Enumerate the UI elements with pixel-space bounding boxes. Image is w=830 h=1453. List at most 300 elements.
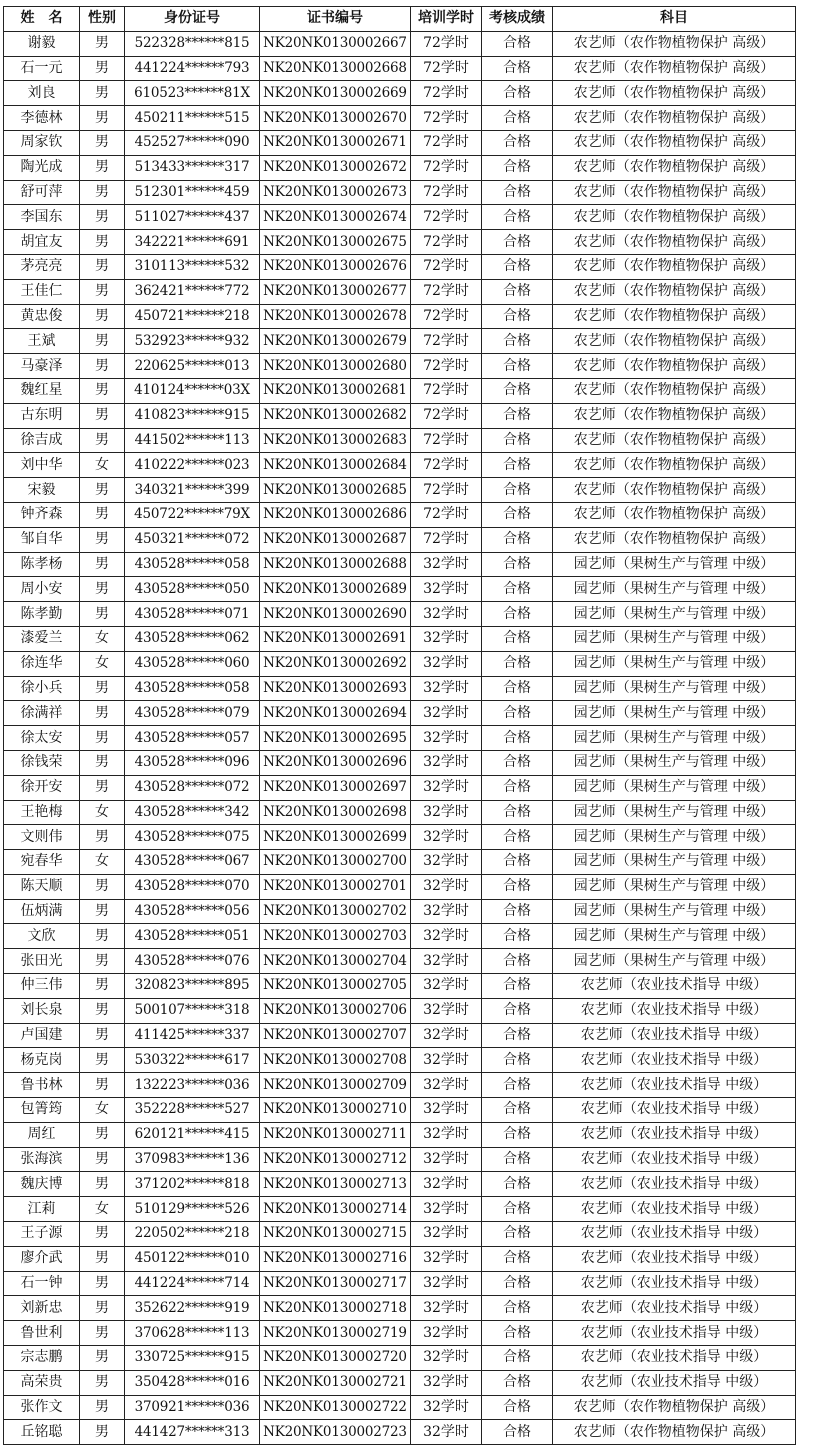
id-number-cell: 530322******617 — [125, 1048, 260, 1073]
table-row — [4, 254, 796, 279]
gender-cell: 男 — [80, 676, 125, 701]
subject-cell: 农艺师（农业技术指导 中级） — [553, 1246, 796, 1271]
table-row — [4, 850, 796, 875]
training-hours-cell: 32学时 — [411, 577, 482, 602]
certificate-number-cell: NK20NK0130002668 — [260, 56, 411, 81]
result-cell: 合格 — [482, 205, 553, 230]
gender-cell: 男 — [80, 1246, 125, 1271]
gender-cell: 女 — [80, 453, 125, 478]
name-cell: 陈孝勤 — [4, 602, 80, 627]
name-cell: 刘新忠 — [4, 1296, 80, 1321]
result-cell: 合格 — [482, 254, 553, 279]
id-number-cell: 512301******459 — [125, 180, 260, 205]
id-number-cell: 513433******317 — [125, 155, 260, 180]
certificate-number-cell: NK20NK0130002676 — [260, 254, 411, 279]
result-cell: 合格 — [482, 577, 553, 602]
name-cell: 钟齐森 — [4, 502, 80, 527]
gender-cell: 男 — [80, 1420, 125, 1445]
training-hours-cell: 32学时 — [411, 874, 482, 899]
name-cell: 张田光 — [4, 949, 80, 974]
subject-cell: 农艺师（农作物植物保护 高级） — [553, 31, 796, 56]
training-hours-cell: 32学时 — [411, 998, 482, 1023]
certificate-number-cell: NK20NK0130002672 — [260, 155, 411, 180]
subject-cell: 园艺师（果树生产与管理 中级） — [553, 626, 796, 651]
result-cell: 合格 — [482, 403, 553, 428]
training-hours-cell: 32学时 — [411, 1321, 482, 1346]
name-cell: 伍炳满 — [4, 899, 80, 924]
subject-cell: 农艺师（农业技术指导 中级） — [553, 1370, 796, 1395]
table-row — [4, 130, 796, 155]
training-hours-cell: 32学时 — [411, 949, 482, 974]
id-number-cell: 430528******057 — [125, 726, 260, 751]
subject-cell: 农艺师（农业技术指导 中级） — [553, 1197, 796, 1222]
result-cell: 合格 — [482, 974, 553, 999]
gender-cell: 女 — [80, 1098, 125, 1123]
table-row — [4, 924, 796, 949]
gender-cell: 男 — [80, 577, 125, 602]
training-hours-cell: 72学时 — [411, 527, 482, 552]
result-cell: 合格 — [482, 552, 553, 577]
result-cell: 合格 — [482, 1197, 553, 1222]
subject-cell: 农艺师（农业技术指导 中级） — [553, 1122, 796, 1147]
training-hours-cell: 72学时 — [411, 254, 482, 279]
table-row — [4, 577, 796, 602]
certificate-number-cell: NK20NK0130002719 — [260, 1321, 411, 1346]
name-cell: 高荣贵 — [4, 1370, 80, 1395]
training-hours-cell: 32学时 — [411, 1147, 482, 1172]
subject-cell: 农艺师（农作物植物保护 高级） — [553, 428, 796, 453]
name-cell: 王佳仁 — [4, 279, 80, 304]
table-row — [4, 81, 796, 106]
result-cell: 合格 — [482, 1048, 553, 1073]
gender-cell: 男 — [80, 304, 125, 329]
gender-cell: 男 — [80, 552, 125, 577]
gender-cell: 男 — [80, 1370, 125, 1395]
header-name: 姓 名 — [4, 7, 80, 32]
table-row — [4, 974, 796, 999]
certificate-number-cell: NK20NK0130002684 — [260, 453, 411, 478]
table-row — [4, 1246, 796, 1271]
table-row — [4, 1197, 796, 1222]
name-cell: 胡宜友 — [4, 230, 80, 255]
id-number-cell: 500107******318 — [125, 998, 260, 1023]
table-row — [4, 106, 796, 131]
id-number-cell: 441427******313 — [125, 1420, 260, 1445]
result-cell: 合格 — [482, 775, 553, 800]
id-number-cell: 362421******772 — [125, 279, 260, 304]
result-cell: 合格 — [482, 899, 553, 924]
result-cell: 合格 — [482, 1321, 553, 1346]
subject-cell: 农艺师（农作物植物保护 高级） — [553, 329, 796, 354]
gender-cell: 男 — [80, 403, 125, 428]
training-hours-cell: 32学时 — [411, 850, 482, 875]
certificate-table-container — [3, 6, 796, 1445]
gender-cell: 男 — [80, 56, 125, 81]
id-number-cell: 352228******527 — [125, 1098, 260, 1123]
training-hours-cell: 72学时 — [411, 180, 482, 205]
table-row — [4, 1271, 796, 1296]
table-row — [4, 329, 796, 354]
gender-cell: 男 — [80, 1172, 125, 1197]
id-number-cell: 510129******526 — [125, 1197, 260, 1222]
result-cell: 合格 — [482, 800, 553, 825]
certificate-number-cell: NK20NK0130002679 — [260, 329, 411, 354]
table-row — [4, 1296, 796, 1321]
training-hours-cell: 72学时 — [411, 56, 482, 81]
training-hours-cell: 32学时 — [411, 775, 482, 800]
name-cell: 文欣 — [4, 924, 80, 949]
certificate-number-cell: NK20NK0130002709 — [260, 1073, 411, 1098]
id-number-cell: 410124******03X — [125, 378, 260, 403]
name-cell: 文则伟 — [4, 825, 80, 850]
certificate-number-cell: NK20NK0130002671 — [260, 130, 411, 155]
subject-cell: 农艺师（农业技术指导 中级） — [553, 1073, 796, 1098]
subject-cell: 农艺师（农业技术指导 中级） — [553, 1098, 796, 1123]
table-row — [4, 1023, 796, 1048]
result-cell: 合格 — [482, 31, 553, 56]
id-number-cell: 220502******218 — [125, 1222, 260, 1247]
name-cell: 包箐筠 — [4, 1098, 80, 1123]
training-hours-cell: 72学时 — [411, 205, 482, 230]
training-hours-cell: 32学时 — [411, 1395, 482, 1420]
subject-cell: 农艺师（农业技术指导 中级） — [553, 1147, 796, 1172]
result-cell: 合格 — [482, 1370, 553, 1395]
gender-cell: 男 — [80, 502, 125, 527]
id-number-cell: 410222******023 — [125, 453, 260, 478]
gender-cell: 女 — [80, 626, 125, 651]
table-row — [4, 1048, 796, 1073]
subject-cell: 农艺师（农作物植物保护 高级） — [553, 180, 796, 205]
result-cell: 合格 — [482, 750, 553, 775]
table-row — [4, 552, 796, 577]
id-number-cell: 370983******136 — [125, 1147, 260, 1172]
certificate-number-cell: NK20NK0130002682 — [260, 403, 411, 428]
certificate-number-cell: NK20NK0130002722 — [260, 1395, 411, 1420]
result-cell: 合格 — [482, 1296, 553, 1321]
gender-cell: 男 — [80, 205, 125, 230]
table-row — [4, 626, 796, 651]
id-number-cell: 450211******515 — [125, 106, 260, 131]
name-cell: 仲三伟 — [4, 974, 80, 999]
name-cell: 徐连华 — [4, 651, 80, 676]
gender-cell: 男 — [80, 1048, 125, 1073]
table-row — [4, 750, 796, 775]
training-hours-cell: 32学时 — [411, 552, 482, 577]
name-cell: 陈孝杨 — [4, 552, 80, 577]
gender-cell: 男 — [80, 974, 125, 999]
certificate-number-cell: NK20NK0130002694 — [260, 701, 411, 726]
certificate-number-cell: NK20NK0130002690 — [260, 602, 411, 627]
table-row — [4, 676, 796, 701]
result-cell: 合格 — [482, 1271, 553, 1296]
training-hours-cell: 32学时 — [411, 1073, 482, 1098]
name-cell: 魏庆博 — [4, 1172, 80, 1197]
certificate-number-cell: NK20NK0130002708 — [260, 1048, 411, 1073]
subject-cell: 农艺师（农作物植物保护 高级） — [553, 81, 796, 106]
gender-cell: 男 — [80, 602, 125, 627]
name-cell: 舒可萍 — [4, 180, 80, 205]
gender-cell: 男 — [80, 1395, 125, 1420]
name-cell: 古东明 — [4, 403, 80, 428]
subject-cell: 农艺师（农作物植物保护 高级） — [553, 155, 796, 180]
training-hours-cell: 32学时 — [411, 899, 482, 924]
certificate-number-cell: NK20NK0130002718 — [260, 1296, 411, 1321]
id-number-cell: 320823******895 — [125, 974, 260, 999]
name-cell: 徐吉成 — [4, 428, 80, 453]
result-cell: 合格 — [482, 130, 553, 155]
header-id-number: 身份证号 — [125, 7, 260, 32]
result-cell: 合格 — [482, 1420, 553, 1445]
certificate-number-cell: NK20NK0130002707 — [260, 1023, 411, 1048]
gender-cell: 男 — [80, 130, 125, 155]
table-row — [4, 775, 796, 800]
subject-cell: 园艺师（果树生产与管理 中级） — [553, 850, 796, 875]
subject-cell: 园艺师（果树生产与管理 中级） — [553, 577, 796, 602]
result-cell: 合格 — [482, 1246, 553, 1271]
subject-cell: 农艺师（农作物植物保护 高级） — [553, 230, 796, 255]
training-hours-cell: 32学时 — [411, 825, 482, 850]
subject-cell: 园艺师（果树生产与管理 中级） — [553, 800, 796, 825]
id-number-cell: 511027******437 — [125, 205, 260, 230]
subject-cell: 农艺师（农业技术指导 中级） — [553, 1023, 796, 1048]
certificate-number-cell: NK20NK0130002673 — [260, 180, 411, 205]
training-hours-cell: 72学时 — [411, 428, 482, 453]
certificate-number-cell: NK20NK0130002691 — [260, 626, 411, 651]
certificate-number-cell: NK20NK0130002667 — [260, 31, 411, 56]
id-number-cell: 450321******072 — [125, 527, 260, 552]
gender-cell: 男 — [80, 750, 125, 775]
subject-cell: 农艺师（农作物植物保护 高级） — [553, 254, 796, 279]
subject-cell: 农艺师（农作物植物保护 高级） — [553, 527, 796, 552]
id-number-cell: 450722******79X — [125, 502, 260, 527]
result-cell: 合格 — [482, 304, 553, 329]
result-cell: 合格 — [482, 329, 553, 354]
result-cell: 合格 — [482, 106, 553, 131]
gender-cell: 男 — [80, 354, 125, 379]
gender-cell: 男 — [80, 106, 125, 131]
training-hours-cell: 32学时 — [411, 1246, 482, 1271]
name-cell: 徐满祥 — [4, 701, 80, 726]
gender-cell: 男 — [80, 254, 125, 279]
result-cell: 合格 — [482, 155, 553, 180]
training-hours-cell: 32学时 — [411, 1197, 482, 1222]
result-cell: 合格 — [482, 1147, 553, 1172]
table-row — [4, 899, 796, 924]
subject-cell: 园艺师（果树生产与管理 中级） — [553, 651, 796, 676]
certificate-number-cell: NK20NK0130002687 — [260, 527, 411, 552]
certificate-number-cell: NK20NK0130002674 — [260, 205, 411, 230]
training-hours-cell: 32学时 — [411, 1048, 482, 1073]
table-row — [4, 1321, 796, 1346]
certificate-number-cell: NK20NK0130002681 — [260, 378, 411, 403]
name-cell: 漆爱兰 — [4, 626, 80, 651]
table-body — [4, 31, 796, 1444]
id-number-cell: 532923******932 — [125, 329, 260, 354]
certificate-number-cell: NK20NK0130002712 — [260, 1147, 411, 1172]
id-number-cell: 430528******062 — [125, 626, 260, 651]
table-row — [4, 651, 796, 676]
gender-cell: 男 — [80, 527, 125, 552]
result-cell: 合格 — [482, 502, 553, 527]
certificate-number-cell: NK20NK0130002693 — [260, 676, 411, 701]
name-cell: 谢毅 — [4, 31, 80, 56]
certificate-number-cell: NK20NK0130002701 — [260, 874, 411, 899]
training-hours-cell: 72学时 — [411, 155, 482, 180]
table-row — [4, 155, 796, 180]
id-number-cell: 430528******076 — [125, 949, 260, 974]
table-row — [4, 1172, 796, 1197]
training-hours-cell: 32学时 — [411, 1098, 482, 1123]
certificate-table — [3, 6, 796, 1445]
name-cell: 杨克岗 — [4, 1048, 80, 1073]
id-number-cell: 430528******051 — [125, 924, 260, 949]
subject-cell: 农艺师（农业技术指导 中级） — [553, 1296, 796, 1321]
result-cell: 合格 — [482, 726, 553, 751]
gender-cell: 男 — [80, 899, 125, 924]
certificate-number-cell: NK20NK0130002706 — [260, 998, 411, 1023]
table-row — [4, 1122, 796, 1147]
subject-cell: 农艺师（农作物植物保护 高级） — [553, 502, 796, 527]
certificate-number-cell: NK20NK0130002685 — [260, 478, 411, 503]
name-cell: 茅亮亮 — [4, 254, 80, 279]
name-cell: 刘中华 — [4, 453, 80, 478]
subject-cell: 园艺师（果树生产与管理 中级） — [553, 676, 796, 701]
name-cell: 徐小兵 — [4, 676, 80, 701]
result-cell: 合格 — [482, 924, 553, 949]
subject-cell: 农艺师（农业技术指导 中级） — [553, 1321, 796, 1346]
id-number-cell: 371202******818 — [125, 1172, 260, 1197]
subject-cell: 农艺师（农作物植物保护 高级） — [553, 56, 796, 81]
id-number-cell: 452527******090 — [125, 130, 260, 155]
gender-cell: 男 — [80, 378, 125, 403]
gender-cell: 男 — [80, 1122, 125, 1147]
result-cell: 合格 — [482, 1122, 553, 1147]
result-cell: 合格 — [482, 1073, 553, 1098]
subject-cell: 园艺师（果树生产与管理 中级） — [553, 552, 796, 577]
gender-cell: 男 — [80, 874, 125, 899]
table-row — [4, 354, 796, 379]
id-number-cell: 430528******079 — [125, 701, 260, 726]
result-cell: 合格 — [482, 701, 553, 726]
gender-cell: 男 — [80, 428, 125, 453]
gender-cell: 男 — [80, 1321, 125, 1346]
id-number-cell: 411425******337 — [125, 1023, 260, 1048]
result-cell: 合格 — [482, 453, 553, 478]
gender-cell: 男 — [80, 924, 125, 949]
training-hours-cell: 32学时 — [411, 626, 482, 651]
gender-cell: 男 — [80, 1073, 125, 1098]
table-row — [4, 478, 796, 503]
training-hours-cell: 72学时 — [411, 279, 482, 304]
table-row — [4, 1346, 796, 1371]
id-number-cell: 430528******067 — [125, 850, 260, 875]
result-cell: 合格 — [482, 56, 553, 81]
table-row — [4, 800, 796, 825]
id-number-cell: 430528******060 — [125, 651, 260, 676]
table-row — [4, 1098, 796, 1123]
header-certificate-number: 证书编号 — [260, 7, 411, 32]
subject-cell: 园艺师（果树生产与管理 中级） — [553, 602, 796, 627]
training-hours-cell: 32学时 — [411, 1172, 482, 1197]
training-hours-cell: 32学时 — [411, 726, 482, 751]
id-number-cell: 350428******016 — [125, 1370, 260, 1395]
gender-cell: 男 — [80, 230, 125, 255]
name-cell: 李国东 — [4, 205, 80, 230]
name-cell: 周家钦 — [4, 130, 80, 155]
gender-cell: 男 — [80, 31, 125, 56]
training-hours-cell: 32学时 — [411, 1122, 482, 1147]
subject-cell: 园艺师（果树生产与管理 中级） — [553, 775, 796, 800]
subject-cell: 园艺师（果树生产与管理 中级） — [553, 825, 796, 850]
header-training-hours: 培训学时 — [411, 7, 482, 32]
name-cell: 卢国建 — [4, 1023, 80, 1048]
table-row — [4, 205, 796, 230]
name-cell: 周小安 — [4, 577, 80, 602]
table-row — [4, 1147, 796, 1172]
gender-cell: 男 — [80, 701, 125, 726]
certificate-number-cell: NK20NK0130002678 — [260, 304, 411, 329]
subject-cell: 农艺师（农作物植物保护 高级） — [553, 453, 796, 478]
name-cell: 王艳梅 — [4, 800, 80, 825]
subject-cell: 农艺师（农作物植物保护 高级） — [553, 1420, 796, 1445]
name-cell: 魏红星 — [4, 378, 80, 403]
result-cell: 合格 — [482, 378, 553, 403]
training-hours-cell: 32学时 — [411, 924, 482, 949]
name-cell: 宛春华 — [4, 850, 80, 875]
id-number-cell: 430528******071 — [125, 602, 260, 627]
table-row — [4, 304, 796, 329]
training-hours-cell: 72学时 — [411, 304, 482, 329]
certificate-number-cell: NK20NK0130002721 — [260, 1370, 411, 1395]
name-cell: 徐太安 — [4, 726, 80, 751]
certificate-number-cell: NK20NK0130002716 — [260, 1246, 411, 1271]
gender-cell: 男 — [80, 155, 125, 180]
subject-cell: 农艺师（农业技术指导 中级） — [553, 1048, 796, 1073]
training-hours-cell: 72学时 — [411, 106, 482, 131]
table-row — [4, 56, 796, 81]
certificate-number-cell: NK20NK0130002697 — [260, 775, 411, 800]
subject-cell: 农艺师（农作物植物保护 高级） — [553, 1395, 796, 1420]
subject-cell: 园艺师（果树生产与管理 中级） — [553, 874, 796, 899]
table-row — [4, 701, 796, 726]
name-cell: 黄忠俊 — [4, 304, 80, 329]
id-number-cell: 430528******058 — [125, 676, 260, 701]
certificate-number-cell: NK20NK0130002702 — [260, 899, 411, 924]
training-hours-cell: 72学时 — [411, 31, 482, 56]
header-subject: 科目 — [553, 7, 796, 32]
name-cell: 陶光成 — [4, 155, 80, 180]
id-number-cell: 220625******013 — [125, 354, 260, 379]
id-number-cell: 620121******415 — [125, 1122, 260, 1147]
table-row — [4, 825, 796, 850]
id-number-cell: 430528******050 — [125, 577, 260, 602]
training-hours-cell: 32学时 — [411, 1023, 482, 1048]
subject-cell: 农艺师（农作物植物保护 高级） — [553, 279, 796, 304]
name-cell: 鲁书林 — [4, 1073, 80, 1098]
header-gender: 性别 — [80, 7, 125, 32]
id-number-cell: 430528******096 — [125, 750, 260, 775]
subject-cell: 农艺师（农作物植物保护 高级） — [553, 354, 796, 379]
result-cell: 合格 — [482, 651, 553, 676]
subject-cell: 农艺师（农业技术指导 中级） — [553, 1346, 796, 1371]
id-number-cell: 430528******056 — [125, 899, 260, 924]
name-cell: 鲁世利 — [4, 1321, 80, 1346]
id-number-cell: 410823******915 — [125, 403, 260, 428]
training-hours-cell: 32学时 — [411, 750, 482, 775]
certificate-number-cell: NK20NK0130002714 — [260, 1197, 411, 1222]
header-assessment-result: 考核成绩 — [482, 7, 553, 32]
certificate-number-cell: NK20NK0130002686 — [260, 502, 411, 527]
